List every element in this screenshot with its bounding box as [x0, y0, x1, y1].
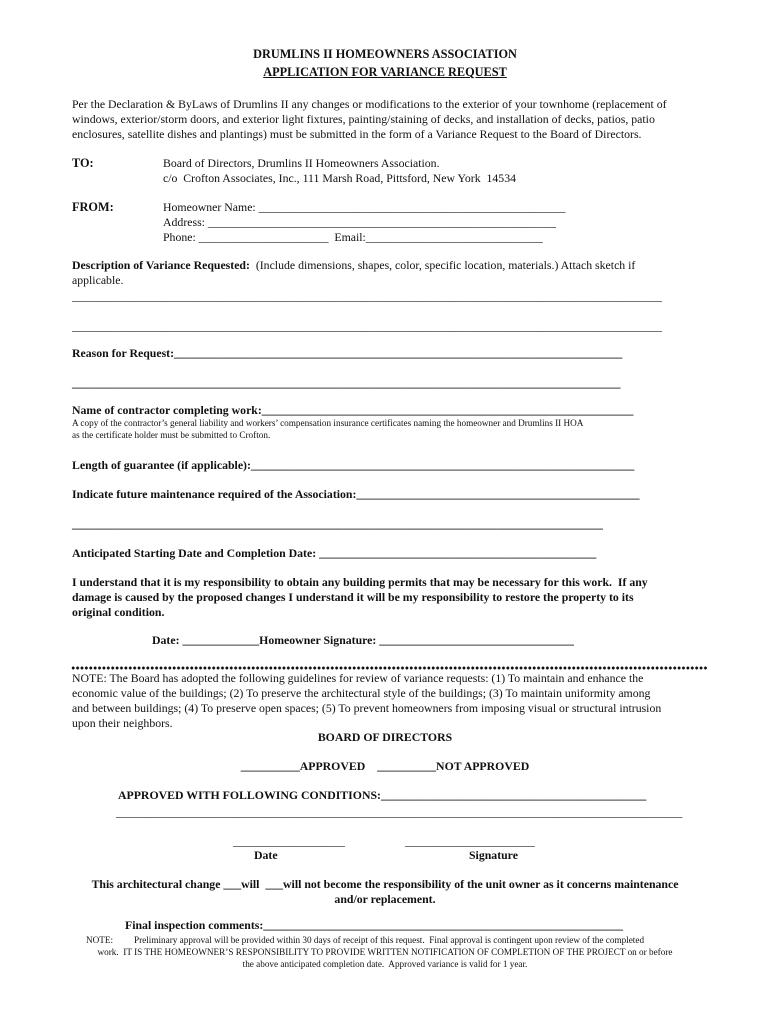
approval-options[interactable]: __________APPROVED __________NOT APPROVED — [240, 759, 530, 773]
board-note-line-1: NOTE: The Board has adopted the following guidelines for review of variance requests: (1) To maintain and enhance the — [72, 671, 644, 685]
board-date-label: Date — [254, 848, 278, 862]
dates-field[interactable]: Anticipated Starting Date and Completion Date: _______________________________________________ — [72, 546, 597, 560]
dotted-separator — [71, 666, 708, 670]
description-label: Description of Variance Requested: — [72, 258, 250, 272]
intro-line-1: Per the Declaration & ByLaws of Drumlins II any changes or modifications to the exterior of your townhome (replacement of — [72, 97, 667, 111]
board-note-line-3: and between buildings; (4) To preserve open spaces; (5) To prevent homeowners from imposing visual or structural intrusion — [72, 701, 662, 715]
to-label: TO: — [72, 156, 94, 170]
to-line-2: c/o Crofton Associates, Inc., 111 Marsh Road, Pittsford, New York 14534 — [163, 171, 517, 185]
phone-email-field[interactable]: Phone: ______________________ Email:______________________________ — [163, 230, 543, 244]
contractor-field[interactable]: Name of contractor completing work:_______________________________________________________________ — [72, 403, 634, 417]
document-title: DRUMLINS II HOMEOWNERS ASSOCIATION — [253, 47, 517, 61]
reason-blank-2[interactable]: _____________________________________________________________________________________________ — [72, 376, 621, 390]
contractor-note-1: A copy of the contractor’s general liability and workers’ compensation insurance certificates naming the homeowner and Drumlins II HOA — [72, 418, 584, 428]
address-field[interactable]: Address: ___________________________________________________________ — [163, 215, 556, 229]
guarantee-field[interactable]: Length of guarantee (if applicable):_________________________________________________________________ — [72, 458, 635, 472]
from-label: FROM: — [72, 200, 114, 214]
acknowledgement-line-3: original condition. — [72, 605, 165, 619]
maintenance-field[interactable]: Indicate future maintenance required of the Association:________________________________________________ — [72, 487, 640, 501]
final-inspection-field[interactable]: Final inspection comments:_____________________________________________________________ — [125, 918, 624, 932]
description-blank-1[interactable]: ____________________________________________________________________________________________________ — [72, 289, 662, 303]
acknowledgement-line-2: damage is caused by the proposed changes I understand it will be my responsibility to restore the property to its — [72, 590, 634, 604]
responsibility-line-1[interactable]: This architectural change ___will ___will not become the responsibility of the unit owner as it concerns maintenance — [91, 877, 679, 891]
footer-note-label: NOTE: — [86, 935, 114, 945]
board-date-blank[interactable]: ___________________ — [233, 834, 346, 848]
conditions-blank[interactable]: ________________________________________________________________________________________________ — [116, 805, 683, 819]
intro-line-2: windows, exterior/storm doors, and exterior light fixtures, painting/staining of decks, and installation of decks, patios, patio — [72, 112, 655, 126]
board-note-line-4: upon their neighbors. — [72, 716, 173, 730]
acknowledgement-line-1: I understand that it is my responsibility to obtain any building permits that may be necessary for this work. If any — [72, 575, 648, 589]
responsibility-line-2: and/or replacement. — [334, 892, 436, 906]
board-signature-label: Signature — [469, 848, 518, 862]
to-line-1: Board of Directors, Drumlins II Homeowners Association. — [163, 156, 440, 170]
description-row — [72, 258, 635, 273]
board-signature-blank[interactable]: ______________________ — [405, 834, 535, 848]
homeowner-signature-field[interactable]: Date: _____________Homeowner Signature: _________________________________ — [152, 633, 574, 647]
homeowner-name-field[interactable]: Homeowner Name: ____________________________________________________ — [163, 200, 566, 214]
board-heading: BOARD OF DIRECTORS — [317, 730, 453, 744]
contractor-note-2: as the certificate holder must be submitted to Crofton. — [72, 430, 271, 440]
description-blank-2[interactable]: ____________________________________________________________________________________________________ — [72, 319, 662, 333]
intro-line-3: enclosures, satellite dishes and plantings) must be submitted in the form of a Variance Request to the Board of Directors. — [72, 127, 642, 141]
description-note: (Include dimensions, shapes, color, specific location, materials.) Attach sketch if — [249, 258, 636, 272]
footer-line-1: Preliminary approval will be provided within 30 days of receipt of this request. Final approval is contingent upon review of the completed — [134, 935, 645, 945]
maintenance-blank-2[interactable]: __________________________________________________________________________________________ — [72, 517, 603, 531]
footer-line-3: the above anticipated completion date. Approved variance is valid for 1 year. — [242, 959, 528, 969]
document-subtitle: APPLICATION FOR VARIANCE REQUEST — [263, 65, 507, 79]
reason-field[interactable]: Reason for Request:____________________________________________________________________________ — [72, 346, 623, 360]
footer-line-2: work. IT IS THE HOMEOWNER’S RESPONSIBILITY TO PROVIDE WRITTEN NOTIFICATION OF COMPLETION OF THE PROJECT on or before — [97, 947, 673, 957]
description-note-2: applicable. — [72, 273, 124, 287]
board-note-line-2: economic value of the buildings; (2) To preserve the architectural style of the buildings; (3) To maintain uniformity among — [72, 686, 651, 700]
conditions-field[interactable]: APPROVED WITH FOLLOWING CONDITIONS:_____________________________________________ — [118, 788, 647, 802]
